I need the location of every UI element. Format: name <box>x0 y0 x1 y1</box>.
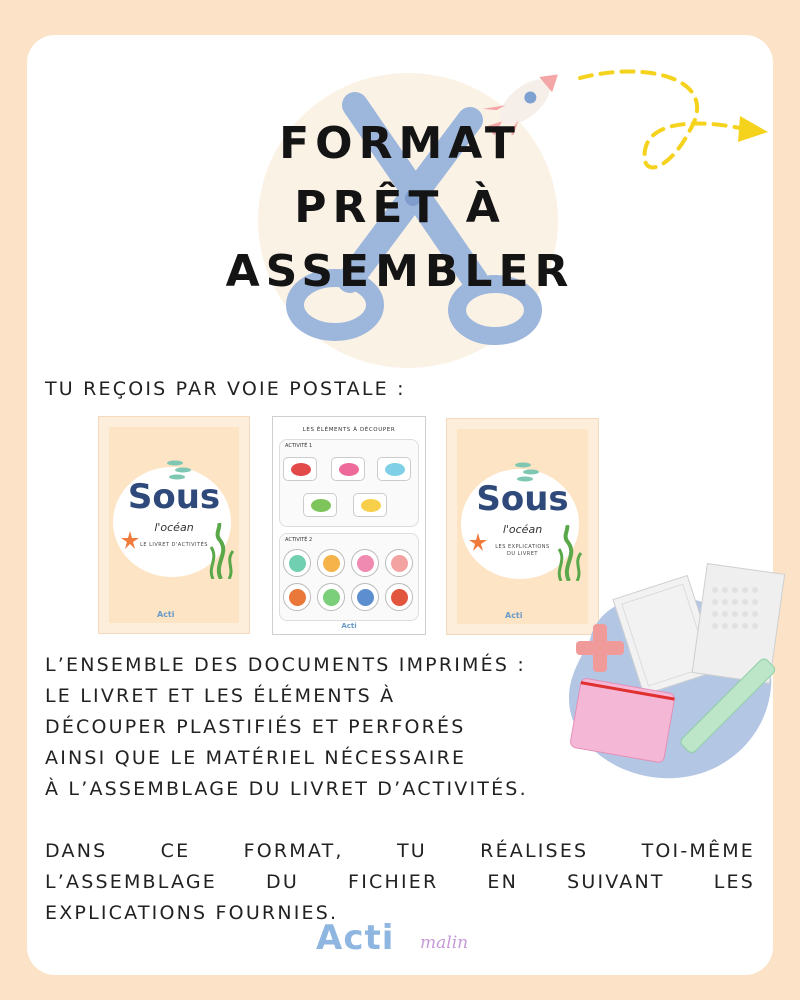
animal-card <box>351 583 379 611</box>
booklet-title: Sous <box>476 479 569 519</box>
title-line-3: ASSEMBLER <box>225 246 575 297</box>
fish-card <box>353 493 387 517</box>
fish-card <box>331 457 365 481</box>
animal-card <box>385 549 413 577</box>
documents-line-3: DÉCOUPER PLASTIFIÉS ET PERFORÉS <box>45 716 466 738</box>
title-line-1: FORMAT <box>279 118 521 169</box>
title-line-2: PRÊT À <box>294 182 506 233</box>
sheet-activity-2-label: ACTIVITÉ 2 <box>285 537 313 543</box>
booklet-title: Sous <box>127 477 221 517</box>
booklet-brand: Acti <box>157 610 175 619</box>
fish-card <box>303 493 337 517</box>
format-line-2: L’ASSEMBLAGE DU FICHIER EN SUIVANT LES <box>45 871 755 893</box>
seaweed-icon <box>203 523 239 579</box>
documents-line-4: AINSI QUE LE MATÉRIEL NÉCESSAIRE <box>45 747 467 769</box>
format-line-1: DANS CE FORMAT, TU RÉALISES TOI-MÊME <box>45 840 755 862</box>
intro-text: TU REÇOIS PAR VOIE POSTALE : <box>45 378 406 400</box>
footer-logo-acti: Acti <box>316 918 395 958</box>
booklet-subtitle: l'océan <box>502 523 543 536</box>
starfish-icon <box>121 531 139 549</box>
sheet-activity-1-box <box>279 439 419 527</box>
starfish-icon <box>469 533 487 551</box>
animal-card <box>317 549 345 577</box>
sheet-activity-1-label: ACTIVITÉ 1 <box>285 443 313 449</box>
format-line-3: EXPLICATIONS FOURNIES. <box>45 902 339 924</box>
animal-card <box>351 549 379 577</box>
sheet-title: LES ÉLÉMENTS À DÉCOUPER <box>302 427 396 433</box>
sheet-brand: Acti <box>341 622 357 630</box>
booklet-subtitle: l'océan <box>154 521 194 534</box>
documents-line-2: LE LIVRET ET LES ÉLÉMENTS À <box>45 685 396 707</box>
animal-card <box>283 549 311 577</box>
plus-icon <box>572 620 628 676</box>
booklet-brand: Acti <box>505 611 523 620</box>
footer-logo-malin: malin <box>420 933 469 953</box>
booklet-caption-line-1: LES EXPLICATIONS <box>495 544 550 550</box>
animal-card <box>317 583 345 611</box>
documents-line-5: À L’ASSEMBLAGE DU LIVRET D’ACTIVITÉS. <box>45 778 528 800</box>
booklet-activities-image <box>98 416 250 634</box>
cutout-sheet-image <box>272 416 426 635</box>
documents-line-1: L’ENSEMBLE DES DOCUMENTS IMPRIMÉS : <box>45 654 526 676</box>
documents-paragraph <box>45 650 528 805</box>
booklet-caption-line-2: DU LIVRET <box>507 551 538 557</box>
format-paragraph <box>45 836 755 929</box>
animal-card <box>283 583 311 611</box>
page-title <box>0 112 800 304</box>
fish-card <box>377 457 411 481</box>
booklet-caption: LE LIVRET D'ACTIVITÉS <box>140 542 208 548</box>
fish-card <box>283 457 317 481</box>
animal-card <box>385 583 413 611</box>
